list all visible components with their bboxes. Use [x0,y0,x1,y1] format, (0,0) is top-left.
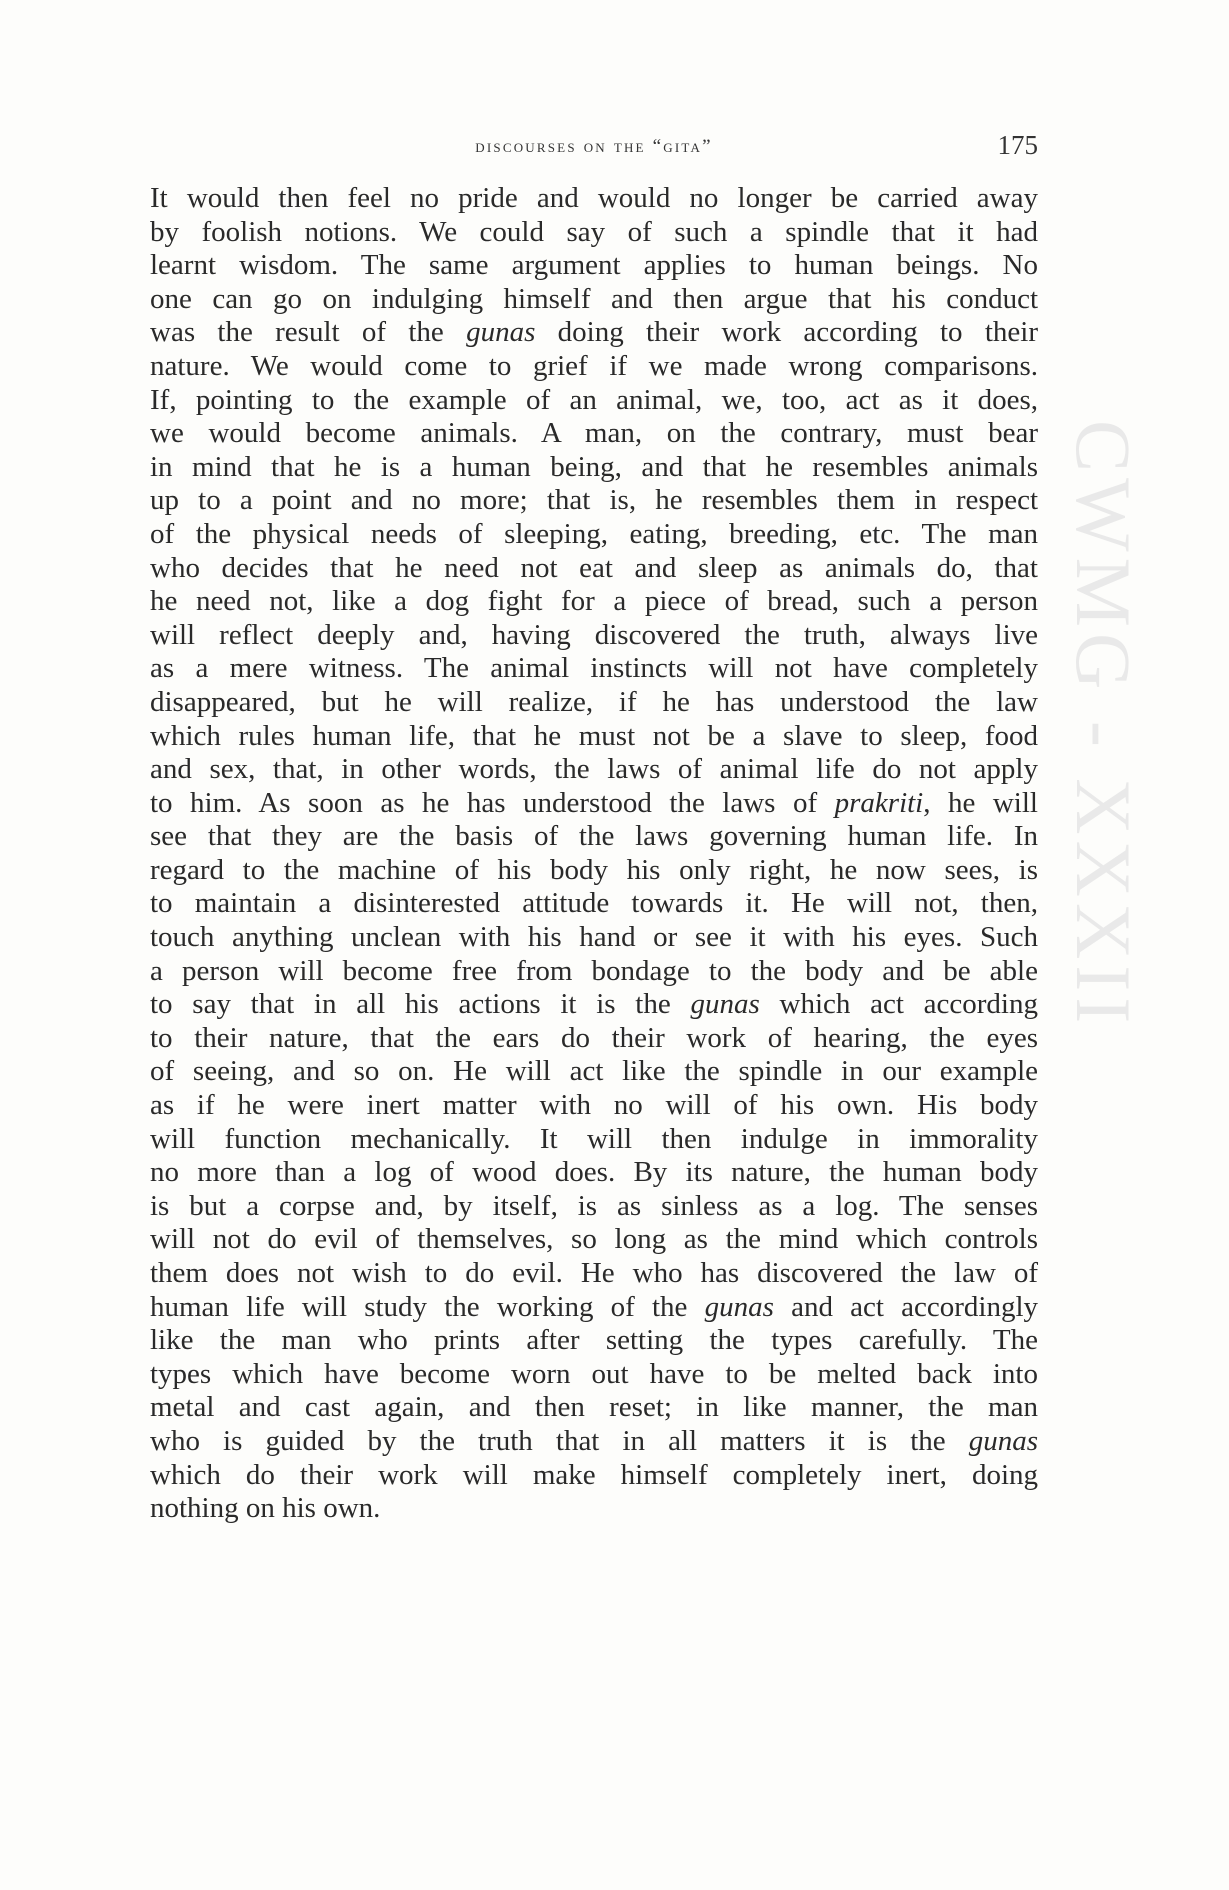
text-run: we would become animals. A man, on the contrary, must bear [150,417,1038,450]
text-line [150,820,1038,854]
text-run: of seeing, and so on. He will act like the spindle in our example [150,1055,1038,1088]
running-title: discourses on the “gita” [475,136,713,157]
text-line [150,787,1038,821]
text-line [150,753,1038,787]
watermark [1060,420,1147,1470]
text-run: no more than a log of wood does. By its nature, the human body [150,1156,1038,1189]
text-line [150,1156,1038,1190]
text-run: will reflect deeply and, having discovered the truth, always live [150,618,1038,651]
text-run: is but a corpse and, by itself, is as sinless as a log. The senses [150,1189,1038,1222]
text-run: who is guided by the truth that in all matters it is the [150,1424,969,1457]
text-run: doing their work according to their [535,316,1038,349]
text-run: by foolish notions. We could say of such a spindle that it had [150,215,1038,248]
watermark-text: CWMG - XXXII [1060,420,1147,1030]
italic-term: prakriti [834,786,924,819]
text-run: up to a point and no more; that is, he resembles them in respect [150,484,1038,517]
text-run: which act according [759,988,1038,1021]
text-line [150,1291,1038,1325]
text-line [150,350,1038,384]
text-run: If, pointing to the example of an animal, we, too, act as it does, [150,383,1038,416]
italic-term: gunas [968,1424,1038,1457]
text-run: disappeared, but he will realize, if he has understood the law [150,685,1038,718]
text-run: nature. We would come to grief if we made wrong comparisons. [150,349,1038,382]
text-line [150,283,1038,317]
text-line [150,686,1038,720]
text-run: nothing on his own. [150,1492,381,1525]
text-run: touch anything unclean with his hand or see it with his eyes. Such [150,921,1038,954]
text-line [150,720,1038,754]
text-line [150,249,1038,283]
text-line [150,1358,1038,1392]
text-run: he need not, like a dog fight for a piece of bread, such a person [150,585,1038,618]
text-run: to say that in all his actions it is the [150,988,691,1021]
text-line [150,1022,1038,1056]
text-run: types which have become worn out have to be melted back into [150,1357,1038,1390]
text-line [150,484,1038,518]
text-line [150,182,1038,216]
text-run: see that they are the basis of the laws governing human life. In [150,820,1038,853]
text-run: learnt wisdom. The same argument applies to human beings. No [150,249,1038,282]
text-run: as if he were inert matter with no will of his own. His body [150,1089,1038,1122]
italic-term: gunas [690,988,760,1021]
text-line [150,1324,1038,1358]
text-line [150,1223,1038,1257]
text-line [150,854,1038,888]
text-run: a person will become free from bondage to the body and be able [150,954,1038,987]
text-line [150,552,1038,586]
text-run: them does not wish to do evil. He who has discovered the law of [150,1257,1038,1289]
page-number: 175 [997,130,1038,160]
text-line [150,955,1038,989]
text-line [150,316,1038,350]
text-run: will function mechanically. It will then indulge in immorality [150,1122,1038,1155]
italic-term: gunas [704,1290,774,1323]
text-run: human life will study the working of the [150,1290,705,1323]
running-head [150,130,1038,164]
text-run: who decides that he need not eat and sleep as animals do, that [150,551,1038,584]
text-line [150,1055,1038,1089]
text-run: regard to the machine of his body his only right, he now sees, is [150,853,1038,886]
text-line [150,216,1038,250]
text-line [150,384,1038,418]
text-run: and sex, that, in other words, the laws of animal life do not apply [150,753,1038,786]
text-run: metal and cast again, and then reset; in like manner, the man [150,1391,1038,1424]
text-run: , he will [923,786,1038,819]
text-line [150,451,1038,485]
text-line [150,1089,1038,1123]
text-line [150,585,1038,619]
body-text [150,182,1038,1526]
text-run: like the man who prints after setting the types carefully. The [150,1324,1038,1357]
text-run: of the physical needs of sleeping, eating, breeding, etc. The man [150,517,1038,550]
italic-term: gunas [466,316,536,349]
text-line [150,887,1038,921]
text-run: and act accordingly [773,1290,1039,1323]
text-run: in mind that he is a human being, and that he resembles animals [150,450,1038,483]
text-line [150,652,1038,686]
text-line [150,1190,1038,1224]
text-run: which do their work will make himself completely inert, doing [150,1458,1038,1491]
text-run: will not do evil of themselves, so long as the mind which controls [150,1223,1038,1256]
text-line [150,417,1038,451]
text-run: which rules human life, that he must not be a slave to sleep, food [150,719,1038,752]
text-run: one can go on indulging himself and then argue that his conduct [150,282,1038,315]
text-run: to their nature, that the ears do their work of hearing, the eyes [150,1021,1038,1054]
text-line [150,988,1038,1022]
text-line [150,1123,1038,1157]
text-run: as a mere witness. The animal instincts will not have completely [150,652,1038,685]
text-run: to maintain a disinterested attitude towards it. He will not, then, [150,887,1038,920]
text-line [150,1492,1038,1526]
text-line [150,921,1038,955]
text-run: to him. As soon as he has understood the laws of [150,786,835,819]
text-line [150,619,1038,653]
text-line [150,1391,1038,1425]
text-line [150,1459,1038,1493]
text-run: It would then feel no pride and would no longer be carried away [150,182,1038,214]
text-line [150,518,1038,552]
text-run: was the result of the [150,316,467,349]
text-line [150,1257,1038,1291]
text-line [150,1425,1038,1459]
